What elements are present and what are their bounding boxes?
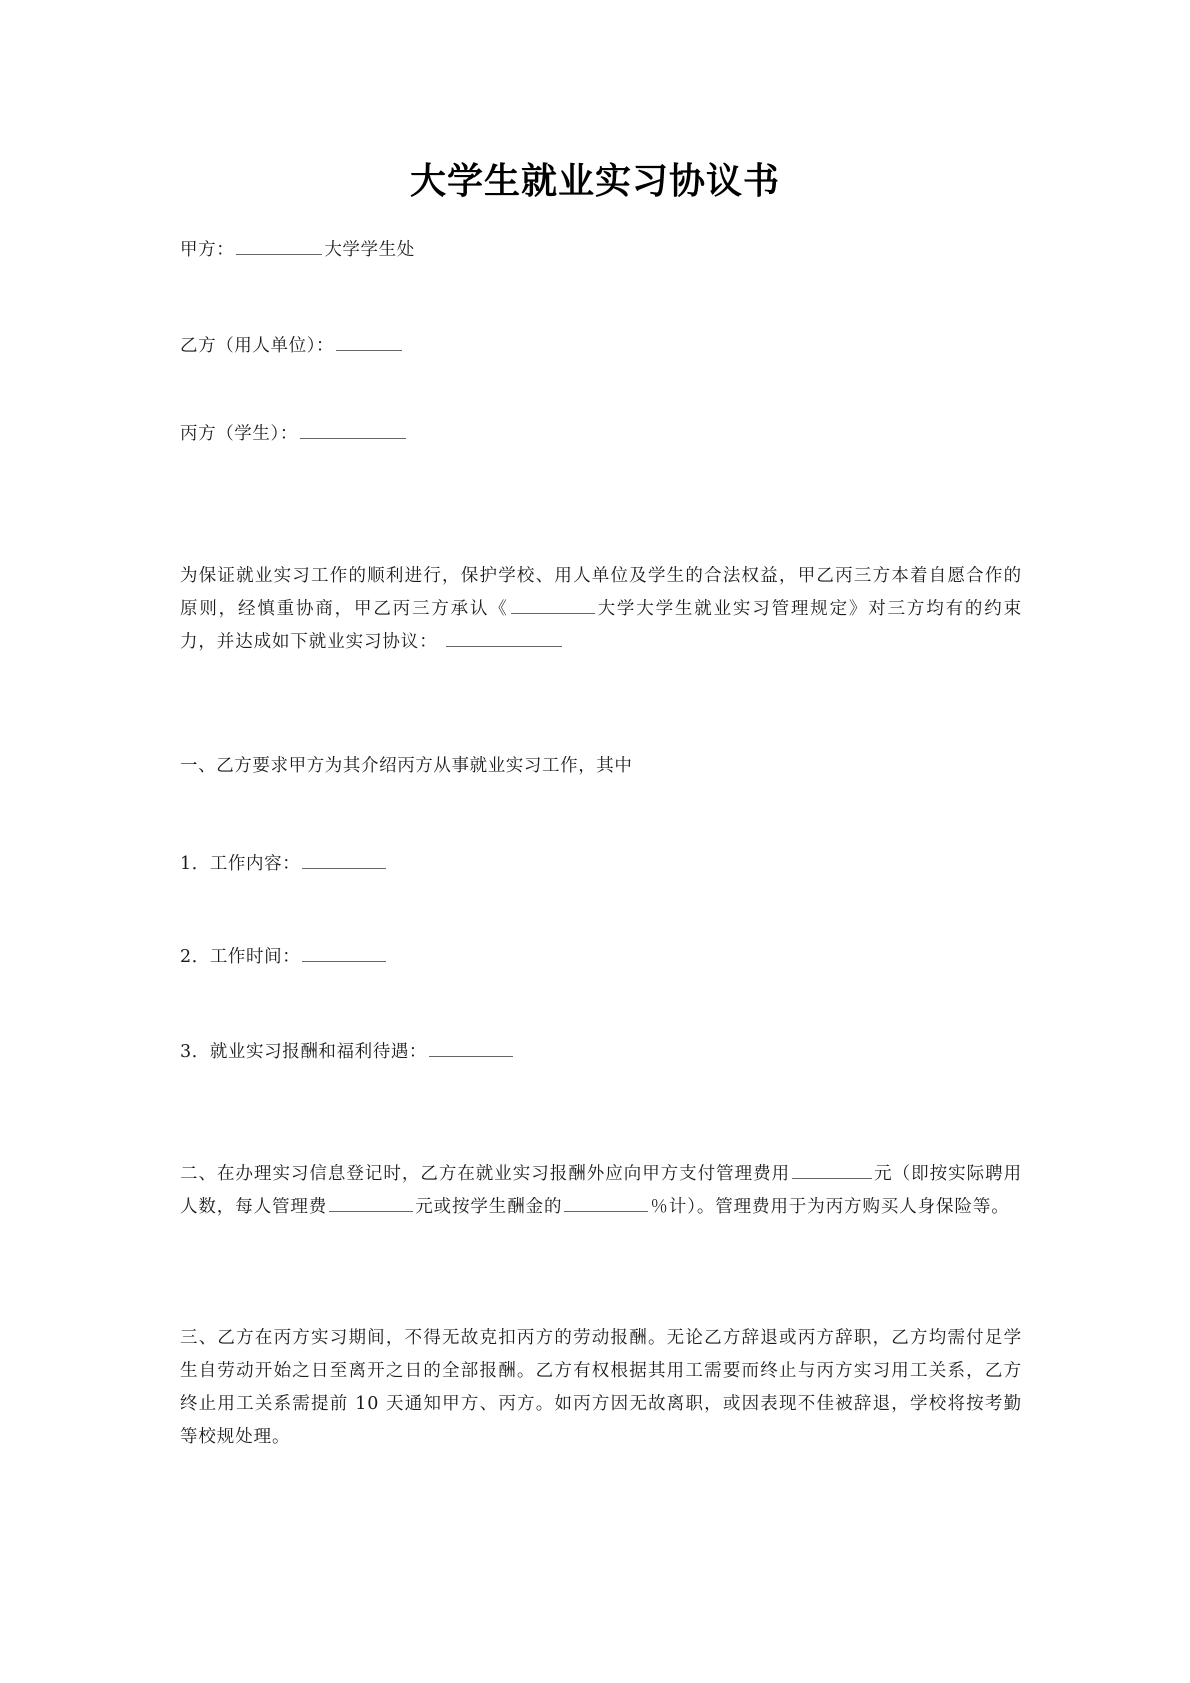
party-c-line [180, 422, 408, 445]
party-c-blank[interactable] [300, 422, 406, 439]
party-c-label: 丙方（学生）： [180, 424, 298, 444]
clause2-part1: 二、在办理实习信息登记时，乙方在就业实习报酬外应向甲方支付管理费用 [180, 1164, 791, 1184]
party-b-line [180, 334, 404, 357]
item-label: 2．工作时间： [180, 947, 301, 967]
preamble-part2: 大学大学生就业实习管理规定》对三方均有的约束力，并达成如下就业实习协议： [180, 599, 1022, 652]
item-label: 1．工作内容： [180, 854, 301, 874]
clause1-heading: 一、乙方要求甲方为其介绍丙方从事就业实习工作，其中 [180, 756, 633, 776]
clause2-part2: 元（即按实际聘用人数，每人管理费 [180, 1164, 1022, 1217]
clause2-paragraph [180, 1158, 1022, 1224]
management-fee-total-blank[interactable] [792, 1162, 872, 1179]
clause1-item-work-content [180, 852, 388, 875]
party-a-blank[interactable] [236, 238, 322, 255]
clause3-paragraph: 三、乙方在丙方实习期间，不得无故克扣丙方的劳动报酬。无论乙方辞退或丙方辞职，乙方均需付足学生自劳动开始之日至离开之日的全部报酬。乙方有权根据其用工需要而终止与丙方实习用工关系，乙方终止用工关系需提前 10 天通知甲方、丙方。如丙方因无故离职，或因表现不佳被辞退，学校将按考勤等校规处理。 [180, 1328, 1022, 1447]
clause2-part3: 元或按学生酬金的 [415, 1197, 563, 1217]
clause1-item-work-time [180, 945, 388, 968]
fee-percent-blank[interactable] [564, 1195, 648, 1212]
document-title: 大学生就业实习协议书 [409, 161, 780, 202]
preamble-part1: 为保证就业实习工作的顺利进行，保护学校、用人单位及学生的合法权益，甲乙丙三方本着自愿合作的原则，经慎重协商，甲乙丙三方承认《 [180, 566, 1022, 619]
per-person-fee-blank[interactable] [329, 1195, 413, 1212]
item-label: 3．就业实习报酬和福利待遇： [180, 1042, 428, 1062]
preamble-paragraph [180, 560, 1022, 659]
party-a-suffix: 大学学生处 [324, 240, 415, 260]
party-a-line [180, 238, 415, 261]
party-a-label: 甲方： [180, 240, 235, 260]
clause1-item-pay-benefits [180, 1040, 515, 1063]
university-name-blank[interactable] [511, 597, 595, 614]
clause2-part4: ％计）。管理费用于为丙方购买人身保险等。 [650, 1197, 1010, 1217]
party-b-label: 乙方（用人单位）： [180, 336, 335, 356]
party-b-blank[interactable] [336, 334, 402, 351]
work-content-blank[interactable] [302, 852, 386, 869]
pay-benefits-blank[interactable] [429, 1040, 513, 1057]
work-time-blank[interactable] [302, 945, 386, 962]
preamble-end-blank[interactable] [446, 630, 562, 647]
